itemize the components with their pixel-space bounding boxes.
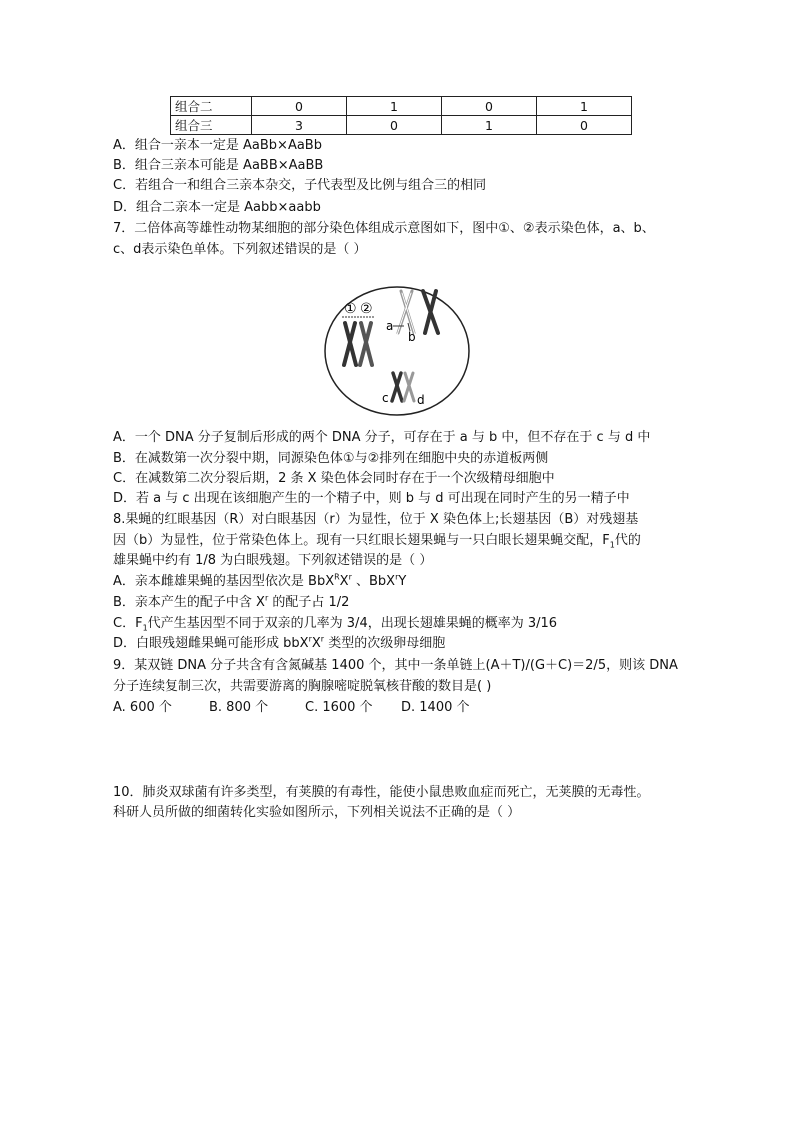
- chromosome-dark-upper: [423, 291, 438, 333]
- q10-stem-line2: 科研人员所做的细菌转化实验如图所示，下列相关说法不正确的是（ ）: [113, 805, 521, 820]
- label-chromatid-a: a: [386, 319, 394, 333]
- q9-option-d: D. 1400 个: [401, 700, 470, 715]
- q8-stem-line3: 雄果蝇中约有 1/8 为白眼残翅。下列叙述错误的是（ ）: [113, 553, 433, 568]
- table-cell: 0: [252, 97, 347, 116]
- table-cell: 1: [537, 97, 632, 116]
- q8-stem-line2: 因（b）为显性，位于常染色体上。现有一只红眼长翅果蝇与一只白眼长翅果蝇交配，$F_1$代的: [113, 533, 641, 550]
- row-label: 组合二: [171, 97, 252, 116]
- q9-stem-line2: 分子连续复制三次，共需要游离的胸腺嘧啶脱氧核苷酸的数目是( ): [113, 679, 492, 694]
- q9-option-c: C. 1600 个: [305, 700, 373, 715]
- q6-option-a: A．组合一亲本一定是 AaBb×AaBb: [113, 138, 322, 153]
- q8-option-b: B．亲本产生的配子中含 $X^r$ 的配子占 1/2: [113, 593, 350, 610]
- q8-option-c: C．$F_1$代产生基因型不同于双亲的几率为 3/4，出现长翅雄果蝇的概率为 3/16: [113, 616, 558, 633]
- q10-stem-line1: 10．肺炎双球菌有许多类型，有荚膜的有毒性，能使小鼠患败血症而死亡，无荚膜的无毒性。: [113, 785, 650, 800]
- table-cell: 0: [347, 116, 442, 135]
- chromosome-cell-diagram: [322, 285, 472, 417]
- chromosome-light-upper: [397, 291, 415, 335]
- table-cell: 0: [442, 97, 537, 116]
- q7-option-d: D．若 a 与 c 出现在该细胞产生的一个精子中，则 b 与 d 可出现在同时产生的另一精子中: [113, 491, 630, 506]
- q9-stem-line1: 9．某双链 DNA 分子共含有含氮碱基 1400 个，其中一条单链上(A＋T)/(G＋C)＝2/5，则该 DNA: [113, 658, 678, 673]
- table-cell: 1: [347, 97, 442, 116]
- label-chromosome-2: ②: [360, 301, 373, 317]
- label-chromatid-b: b: [408, 330, 416, 344]
- q7-option-a: A．一个 DNA 分子复制后形成的两个 DNA 分子，可存在于 a 与 b 中，但不存在于 c 与 d 中: [113, 430, 651, 445]
- table-cell: 3: [252, 116, 347, 135]
- q8-option-a: A．亲本雌雄果蝇的基因型依次是 $BbX^RX^r$ 、BbX$^r$Y: [113, 572, 407, 589]
- chromosome-pair-bottom: [392, 373, 414, 401]
- q7-stem-line2: c、d表示染色单体。下列叙述错误的是（ ）: [113, 242, 367, 257]
- q7-option-c: C．在减数第二次分裂后期，2 条 X 染色体会同时存在于一个次级精母细胞中: [113, 471, 555, 486]
- q8-option-d: D．白眼残翅雌果蝇可能形成 $bbX^rX^r$ 类型的次级卵母细胞: [113, 634, 446, 651]
- label-chromatid-c: c: [382, 391, 389, 405]
- chromosome-pair-left: [344, 323, 372, 365]
- q9-options: [113, 698, 470, 718]
- q9-option-a: A. 600 个: [113, 700, 172, 715]
- q7-stem-line1: 7．二倍体高等雄性动物某细胞的部分染色体组成示意图如下，图中①、②表示染色体，a、b、: [113, 221, 655, 236]
- q6-option-c: C．若组合一和组合三亲本杂交，子代表型及比例与组合三的相同: [113, 178, 487, 193]
- table-cell: 0: [537, 116, 632, 135]
- q9-option-b: B. 800 个: [209, 700, 269, 715]
- table-cell: 1: [442, 116, 537, 135]
- row-label: 组合三: [171, 116, 252, 135]
- q7-option-b: B．在减数第一次分裂中期，同源染色体①与②排列在细胞中央的赤道板两侧: [113, 451, 549, 466]
- results-table: [170, 96, 632, 135]
- table-row: [171, 97, 632, 116]
- table-row: [171, 116, 632, 135]
- q6-option-d: D．组合二亲本一定是 Aabb×aabb: [113, 200, 321, 215]
- label-chromatid-d: d: [417, 393, 425, 407]
- q8-stem-line1: 8.果蝇的红眼基因（R）对白眼基因（r）为显性，位于 X 染色体上;长翅基因（B）对残翅基: [113, 512, 639, 527]
- label-chromosome-1: ①: [344, 301, 357, 317]
- q6-option-b: B．组合三亲本可能是 AaBB×AaBB: [113, 158, 324, 173]
